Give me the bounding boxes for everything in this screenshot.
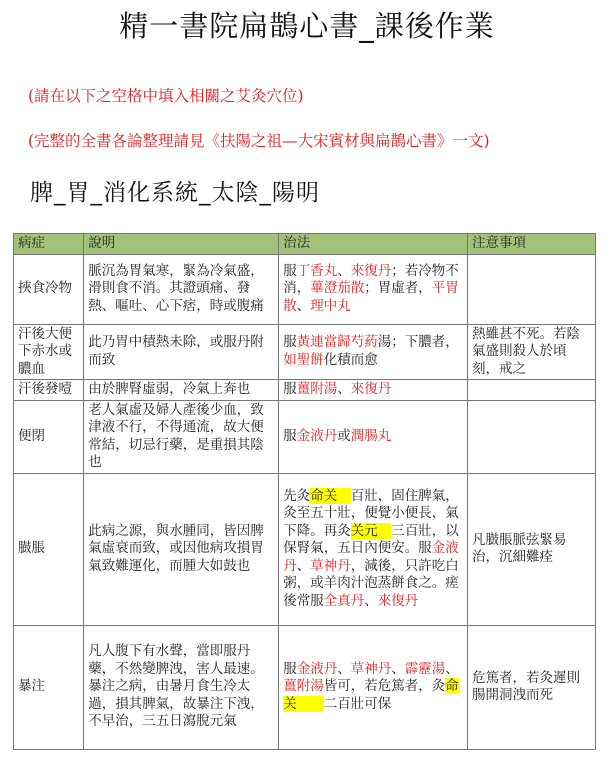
treatment-text: 、: [337, 660, 351, 677]
disease-cell: 暴注: [14, 625, 84, 749]
page-title: 精一書院扁鵲心書_課後作業: [119, 9, 495, 43]
prescription-text: 平胃散: [283, 280, 459, 314]
prescription-text: 黃連當歸芍葯: [296, 334, 378, 351]
acupoint-table: [13, 233, 596, 750]
treatment-text: 皆可，若危篤者，灸: [323, 678, 446, 695]
acupoint-highlight: 命关: [310, 487, 351, 504]
prescription-text: 潤腸丸: [350, 427, 392, 444]
table-row: [14, 625, 596, 749]
prescription-text: 草神丹: [350, 660, 392, 677]
table-row: [14, 400, 596, 473]
header-notes: 注意事項: [468, 234, 596, 255]
notes-cell: 凡臌脹脈弦緊易治，沉細難痊: [468, 473, 596, 625]
disease-cell: 便閉: [14, 400, 84, 473]
prescription-text: 蓽澄茄散: [310, 280, 365, 297]
notes-cell: 熱雖甚不死。若陰氣盛則殺人於頃刻，戒之: [468, 324, 596, 380]
treatment-text: 先灸: [283, 487, 311, 504]
treatment-cell: [279, 380, 468, 401]
description-cell: 老人氣虛及婦人產後少血，致津液不行，不得通流，故大便常結，切忌行藥，是重損其陰也: [84, 400, 279, 473]
treatment-text: 三百壯，以保腎氣，五日內便安。服: [283, 522, 459, 557]
header-description: 說明: [84, 234, 279, 255]
table-row: [14, 254, 596, 324]
prescription-text: 金液丹: [283, 540, 459, 574]
treatment-text: 、: [391, 660, 405, 677]
table-row: [14, 380, 596, 401]
notes-cell: [468, 400, 596, 473]
prescription-text: 霹靂湯: [404, 660, 446, 677]
table-row: [14, 324, 596, 380]
notes-cell: [468, 254, 596, 324]
prescription-text: 丁香丸: [296, 262, 338, 279]
prescription-text: 來復丹: [350, 381, 392, 397]
description-cell: 脈沉為胃氣寒，緊為冷氣盛，滑則食不消。其證頭痛、發熱、嘔吐、心下痞，時或腹痛: [84, 254, 279, 324]
treatment-cell: [279, 324, 468, 380]
table-header-row: [14, 234, 596, 255]
treatment-text: ，減後，只許吃白粥，或羊肉汁泡蒸餅食之。瘥後常服: [283, 557, 459, 609]
description-cell: 由於脾腎虛弱，冷氣上奔也: [84, 380, 279, 401]
prescription-text: 金液丹: [296, 427, 338, 444]
treatment-text: 服: [283, 334, 297, 351]
treatment-text: 服: [283, 427, 297, 444]
description-cell: 凡人腹下有水聲，當即服丹藥，不然變脾洩，害人最速。暴注之病，由暑月食生冷太過，損其脾氣，故暴注下洩，不早治，三五日瀉脫元氣: [84, 625, 279, 749]
acupoint-highlight: 命关: [283, 678, 459, 712]
disease-cell: 挾食冷物: [14, 254, 84, 324]
header-disease: 病症: [14, 234, 84, 255]
description-cell: 此病之源，與水腫同，皆因脾氣虛衰而致，或因他病攻損胃氣致難運化，而腫大如鼓也: [84, 473, 279, 625]
prescription-text: 來復丹: [350, 262, 392, 279]
treatment-text: ；若冷物不消，: [283, 262, 459, 297]
disease-cell: 汗後發噎: [14, 380, 84, 401]
treatment-text: 、: [296, 557, 311, 574]
acupoint-highlight: 关元: [350, 522, 392, 539]
treatment-text: 服: [283, 262, 297, 279]
treatment-text: 、: [337, 262, 351, 279]
prescription-text: 理中丸: [310, 297, 351, 314]
table-row: [14, 473, 596, 625]
treatment-text: 化積而愈: [323, 351, 378, 368]
treatment-text: 、: [445, 660, 459, 677]
treatment-text: 或: [337, 427, 351, 444]
prescription-text: 如聖餅: [283, 351, 324, 368]
reference-note: (完整的全書各論整理請見《扶陽之祖—大宋賓材與扁鵲心書》一文): [28, 132, 490, 150]
description-cell: 此乃胃中積熱未除，或服丹附而致: [84, 324, 279, 380]
treatment-text: 百壯，固住脾氣，灸至五十壯，便覺小便長，氣下降。再灸: [283, 487, 459, 539]
treatment-text: 湯；下膿者，: [377, 334, 459, 351]
treatment-text: 、: [364, 592, 378, 609]
instruction-note: (請在以下之空格中填入相關之艾灸穴位): [28, 87, 304, 105]
prescription-text: 薑附湯: [283, 678, 324, 695]
notes-cell: [468, 380, 596, 401]
treatment-cell: [279, 625, 468, 749]
prescription-text: 金液丹: [296, 660, 338, 677]
section-subtitle: 脾_胃_消化系統_太陰_陽明: [30, 180, 320, 206]
treatment-text: 、: [337, 381, 351, 397]
treatment-cell: [279, 254, 468, 324]
disease-cell: 汗後大便下赤水或膿血: [14, 324, 84, 380]
treatment-text: ；胃虛者，: [364, 280, 432, 297]
disease-cell: 臌脹: [14, 473, 84, 625]
header-treatment: 治法: [279, 234, 468, 255]
treatment-text: 服: [283, 381, 297, 397]
treatment-text: 服: [283, 660, 297, 677]
prescription-text: 來復丹: [377, 592, 419, 609]
treatment-cell: [279, 473, 468, 625]
notes-cell: 危篤者，若灸遲則腸開洞洩而死: [468, 625, 596, 749]
prescription-text: 薑附湯: [296, 381, 338, 397]
prescription-text: 草神丹: [310, 557, 351, 574]
prescription-text: 全真丹: [323, 592, 365, 609]
treatment-text: 、: [296, 297, 311, 314]
treatment-cell: [279, 400, 468, 473]
treatment-text: 二百壯可保: [323, 695, 392, 712]
